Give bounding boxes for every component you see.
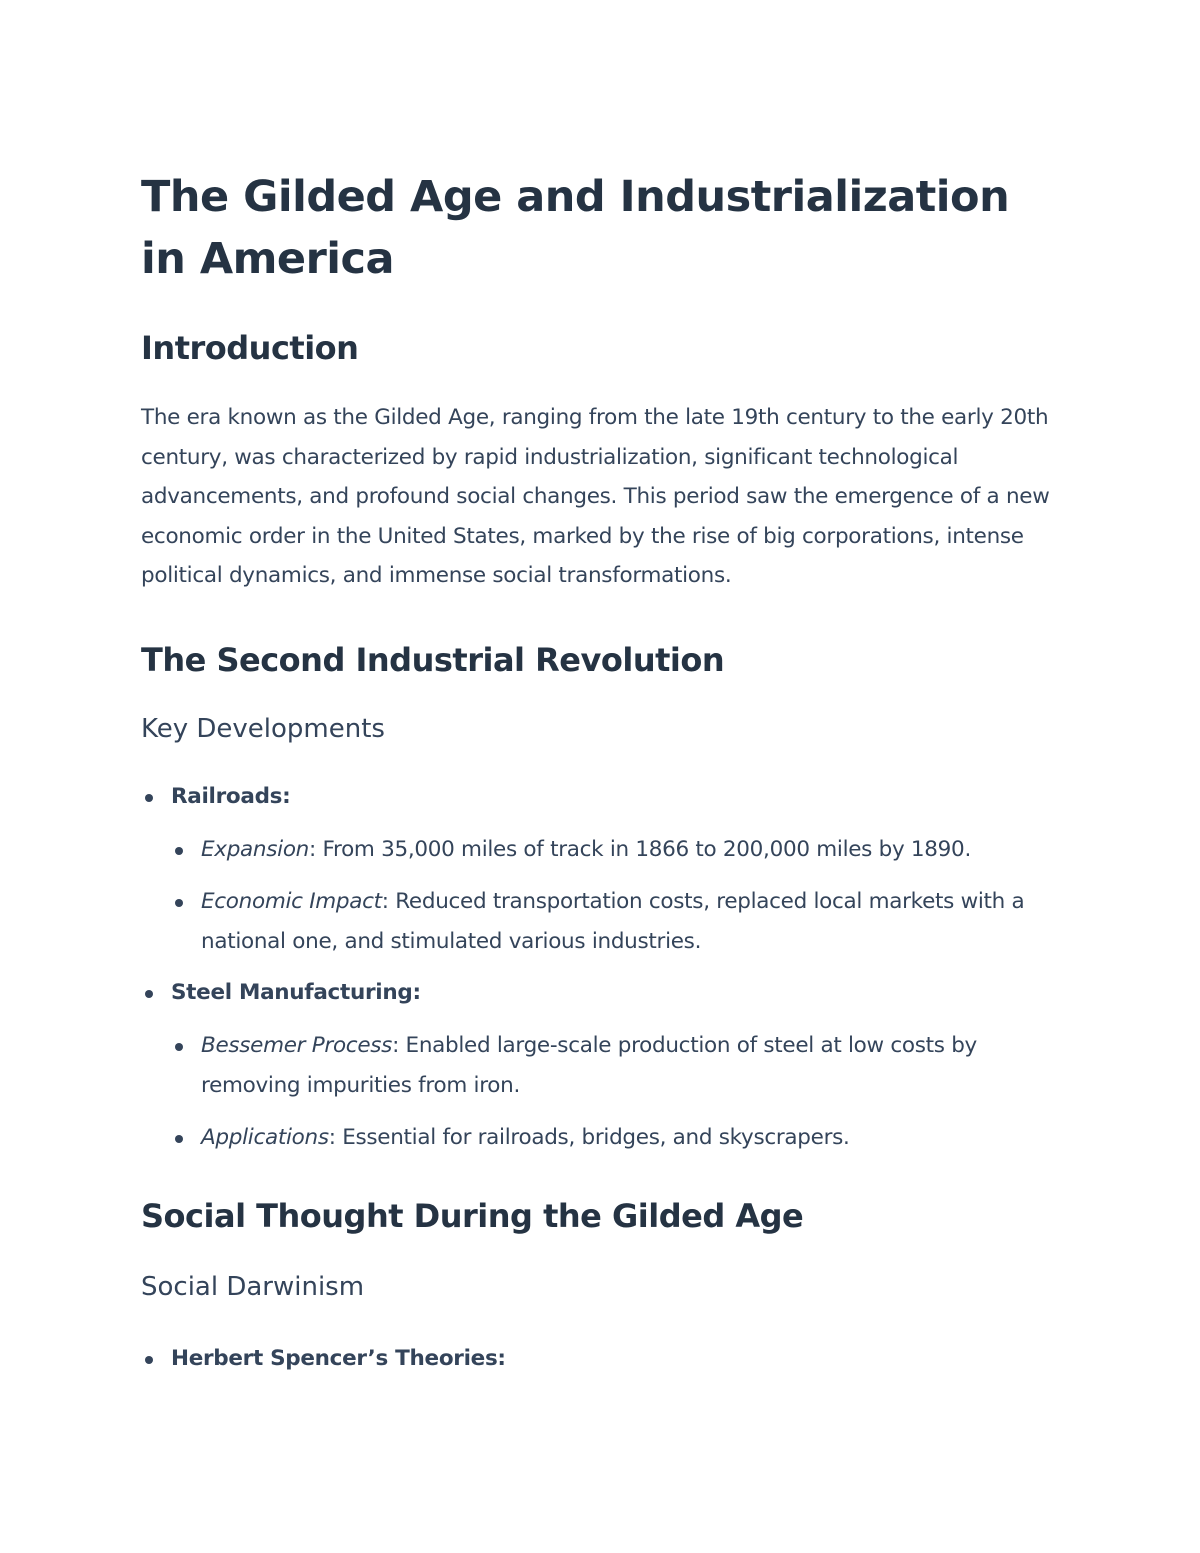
list-item-railroads xyxy=(141,780,1061,962)
term-label: Economic Impact xyxy=(201,888,382,914)
list-item-label: Railroads: xyxy=(171,783,291,809)
bullet-icon xyxy=(145,794,153,802)
bullet-icon xyxy=(145,990,153,998)
list-item-applications xyxy=(171,1118,1061,1158)
term-description: : Essential for railroads, bridges, and skyscrapers. xyxy=(328,1124,850,1150)
section-heading-social-thought: Social Thought During the Gilded Age xyxy=(141,1196,804,1235)
list-item-expansion xyxy=(171,830,1061,870)
list-item-economic-impact xyxy=(171,882,1061,962)
bullet-icon xyxy=(175,847,183,855)
social-darwinism-list xyxy=(141,1342,1061,1376)
list-item-steel-manufacturing xyxy=(141,976,1061,1158)
term-label: Expansion xyxy=(201,836,310,862)
bullet-icon xyxy=(175,899,183,907)
term-label: Applications xyxy=(201,1124,329,1150)
subheading-key-developments: Key Developments xyxy=(141,713,385,744)
term-description: : Enabled large-scale production of steel at low costs by removing impurities from iron. xyxy=(201,1032,977,1098)
introduction-paragraph: The era known as the Gilded Age, ranging from the late 19th century to the early 20th century, was characterized by rapid industrialization, significant technological advancements, and profound social changes. This period saw the emergence of a new economic order in the United States, marked by the rise of big corporations, intense political dynamics, and immense social transformations. xyxy=(141,405,1050,588)
term-description: : From 35,000 miles of track in 1866 to 200,000 miles by 1890. xyxy=(309,836,971,862)
term-description: : Reduced transportation costs, replaced local markets with a national one, and stimulated various industries. xyxy=(201,888,1025,954)
list-item-label: Steel Manufacturing: xyxy=(171,979,421,1005)
key-developments-list xyxy=(141,780,1061,1158)
steel-sublist xyxy=(171,1026,1061,1158)
section-heading-second-industrial-revolution: The Second Industrial Revolution xyxy=(141,640,725,679)
bullet-icon xyxy=(175,1135,183,1143)
list-item-herbert-spencer xyxy=(141,1342,1061,1376)
term-label: Bessemer Process xyxy=(201,1032,393,1058)
bullet-icon xyxy=(145,1356,153,1364)
document-title: The Gilded Age and Industrialization in America xyxy=(141,172,1010,284)
railroads-sublist xyxy=(171,830,1061,962)
document-page xyxy=(141,166,1061,1390)
bullet-icon xyxy=(175,1043,183,1051)
section-heading-introduction: Introduction xyxy=(141,329,359,367)
subheading-social-darwinism: Social Darwinism xyxy=(141,1271,365,1302)
list-item-label: Herbert Spencer’s Theories: xyxy=(171,1345,506,1371)
list-item-bessemer-process xyxy=(171,1026,1061,1106)
